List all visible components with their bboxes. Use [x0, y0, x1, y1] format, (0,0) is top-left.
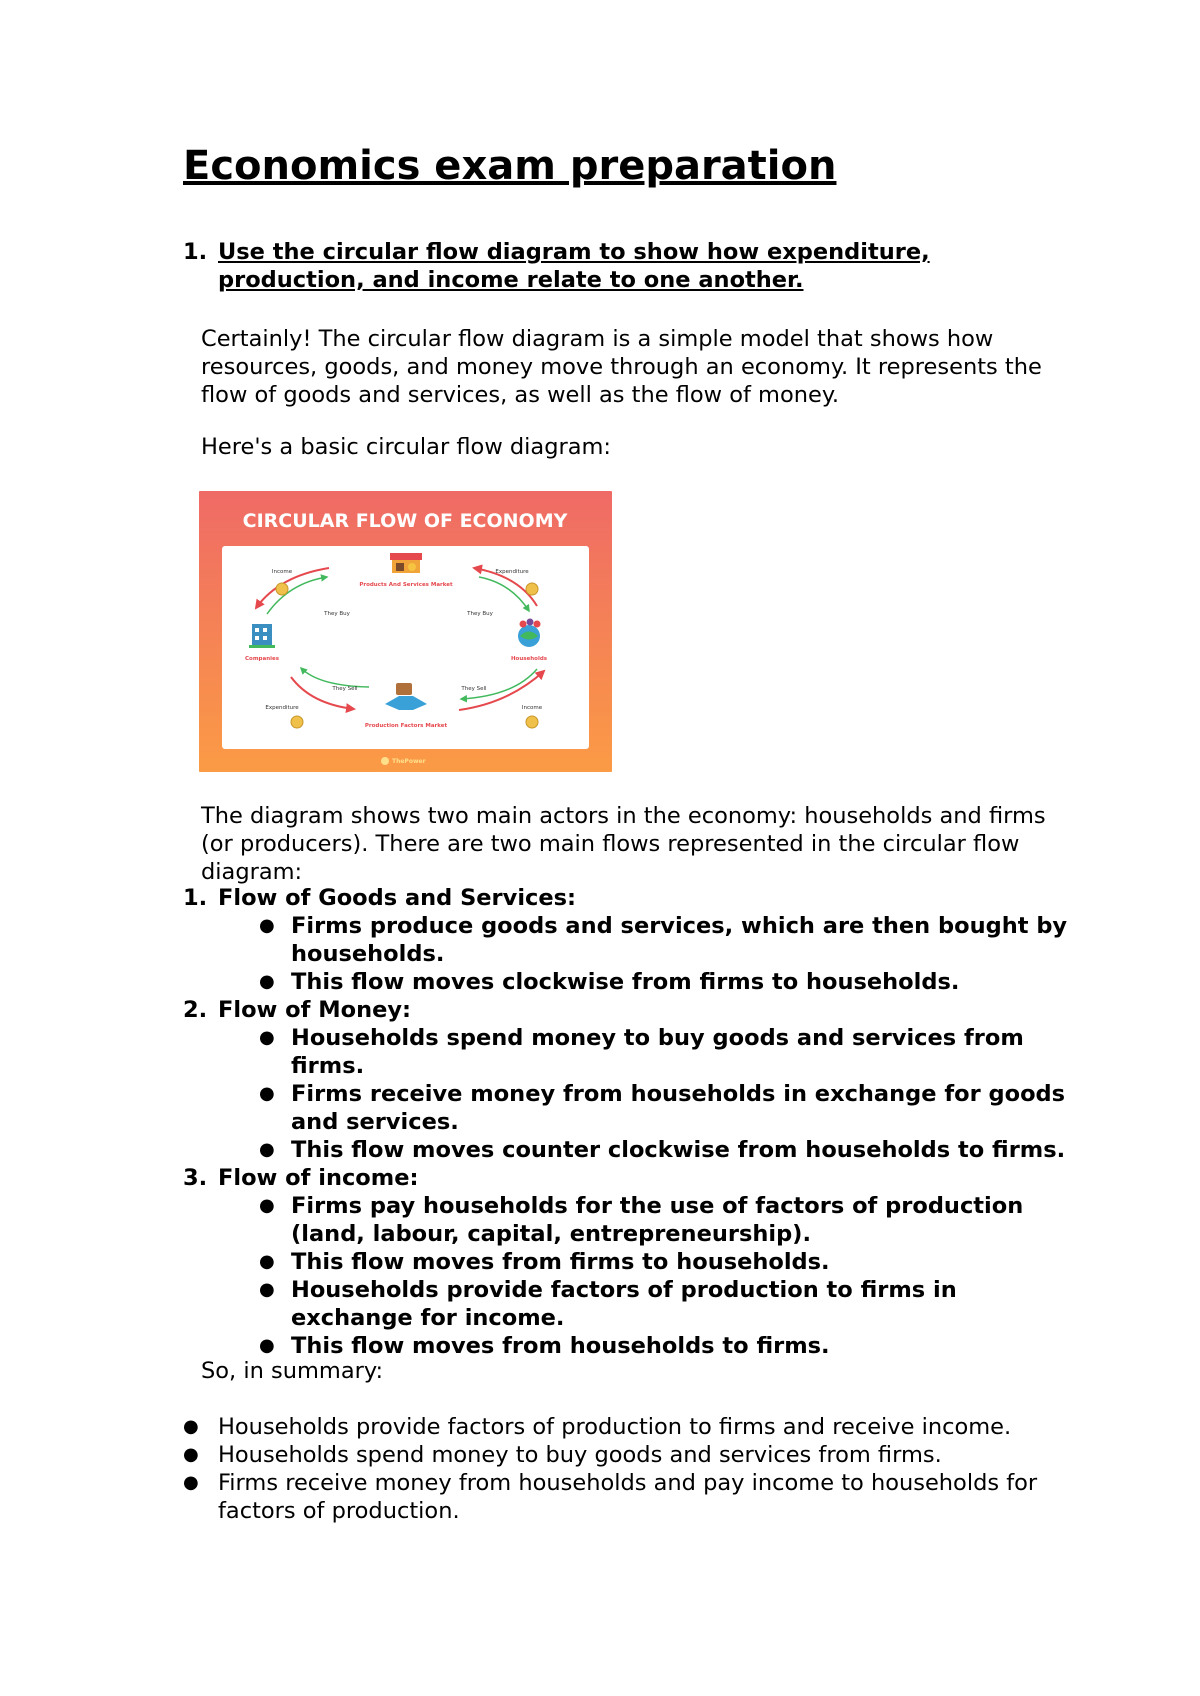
- bullet-icon: ●: [259, 1083, 275, 1104]
- label-income-tl: Income: [271, 569, 293, 575]
- label-they-buy-right: They Buy: [467, 611, 493, 617]
- figure-logo: ThePower: [392, 758, 426, 765]
- question-number: 1.: [183, 239, 208, 265]
- flow-title: Flow of income:: [218, 1165, 419, 1191]
- label-expenditure-tr: Expenditure: [495, 569, 529, 575]
- label-income-br: Income: [521, 705, 543, 711]
- flow-bullet: [183, 1136, 1083, 1164]
- market-icon: [390, 553, 422, 573]
- summary-text: Households provide factors of production to firms and receive income.: [218, 1414, 1012, 1440]
- label-they-buy-left: They Buy: [324, 611, 350, 617]
- flow-bullet: [183, 1192, 1083, 1248]
- summary-item: [183, 1413, 1083, 1441]
- flow-bullet-text: This flow moves clockwise from firms to households.: [291, 969, 960, 995]
- flow-bullet: [183, 912, 1083, 968]
- flow-bullet: [183, 1024, 1083, 1080]
- flow-bullet-text: This flow moves from firms to households.: [291, 1249, 830, 1275]
- bullet-icon: ●: [259, 1251, 275, 1272]
- flow-bullet: [183, 1332, 1083, 1360]
- node-right-label: Households: [510, 656, 548, 662]
- flow-bullet: [183, 1080, 1083, 1136]
- bullet-icon: ●: [259, 1195, 275, 1216]
- bullet-icon: ●: [183, 1444, 199, 1465]
- label-they-sell-right: They Sell: [461, 686, 487, 692]
- bullet-icon: ●: [259, 1279, 275, 1300]
- bullet-icon: ●: [259, 971, 275, 992]
- flow-number: 3.: [183, 1165, 208, 1191]
- bullet-icon: ●: [183, 1416, 199, 1437]
- flow-bullet: [183, 968, 1083, 996]
- circular-flow-figure: [199, 491, 612, 772]
- summary-item: [183, 1469, 1083, 1525]
- summary-item: [183, 1441, 1083, 1469]
- flow-bullet-text: Firms produce goods and services, which are then bought by households.: [291, 913, 1068, 967]
- diagram-lead: Here's a basic circular flow diagram:: [201, 434, 612, 460]
- label-expenditure-bl: Expenditure: [265, 705, 299, 711]
- flow-item: [183, 884, 1083, 912]
- figure-heading: CIRCULAR FLOW OF ECONOMY: [242, 510, 568, 532]
- node-left-label: Companies: [245, 656, 279, 662]
- flow-item: [183, 1164, 1083, 1192]
- logo-icon: [381, 757, 389, 765]
- flow-bullet-text: This flow moves from households to firms.: [291, 1333, 830, 1359]
- companies-icon: [249, 624, 275, 648]
- question-1: [183, 238, 1063, 294]
- label-they-sell-left: They Sell: [332, 686, 358, 692]
- flow-bullet: [183, 1248, 1083, 1276]
- node-top-label: Products And Services Market: [359, 582, 453, 588]
- flow-item: [183, 996, 1083, 1024]
- households-icon: [518, 619, 541, 648]
- page-title: Economics exam preparation: [183, 143, 837, 189]
- question-text: Use the circular flow diagram to show how expenditure, production, and income relate to one another.: [218, 239, 930, 293]
- flow-bullet-text: Firms receive money from households in exchange for goods and services.: [291, 1081, 1066, 1135]
- bullet-icon: ●: [259, 915, 275, 936]
- explanation-paragraph: The diagram shows two main actors in the economy: households and firms (or producers). There are two main flows represented in the circular flow diagram:: [201, 803, 1046, 885]
- bullet-icon: ●: [259, 1335, 275, 1356]
- flow-bullet-text: Households spend money to buy goods and services from firms.: [291, 1025, 1024, 1079]
- node-bottom-label: Production Factors Market: [364, 723, 448, 729]
- flow-bullet-text: Households provide factors of production to firms in exchange for income.: [291, 1277, 957, 1331]
- flow-number: 2.: [183, 997, 208, 1023]
- summary-list: [183, 1413, 1083, 1525]
- flow-title: Flow of Goods and Services:: [218, 885, 577, 911]
- intro-paragraph: Certainly! The circular flow diagram is a simple model that shows how resources, goods, and money move through an economy. It represents the flow of goods and services, as well as the flow of money.: [201, 326, 1042, 408]
- flow-bullet-text: Firms pay households for the use of factors of production (land, labour, capital, entrepreneurship).: [291, 1193, 1024, 1247]
- flow-bullet-text: This flow moves counter clockwise from households to firms.: [291, 1137, 1066, 1163]
- summary-text: Households spend money to buy goods and services from firms.: [218, 1442, 942, 1468]
- bullet-icon: ●: [183, 1472, 199, 1493]
- summary-text: Firms receive money from households and pay income to households for factors of production.: [218, 1470, 1038, 1524]
- bullet-icon: ●: [259, 1027, 275, 1048]
- bullet-icon: ●: [259, 1139, 275, 1160]
- flow-number: 1.: [183, 885, 208, 911]
- flow-title: Flow of Money:: [218, 997, 412, 1023]
- flows-list: [183, 884, 1083, 1360]
- flow-bullet: [183, 1276, 1083, 1332]
- summary-lead: So, in summary:: [201, 1358, 384, 1384]
